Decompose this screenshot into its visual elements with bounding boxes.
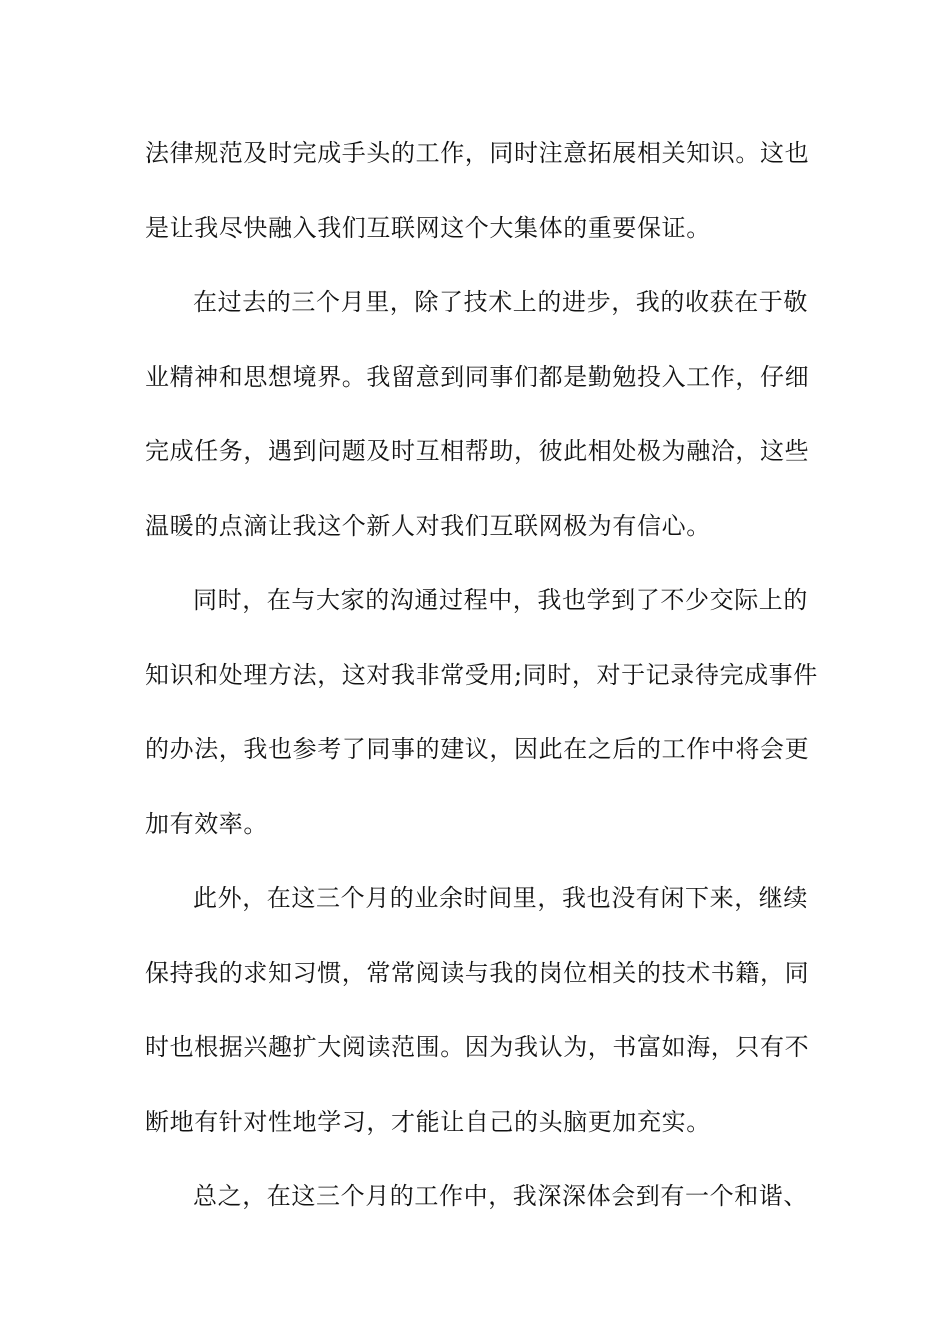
text-line: 在过去的三个月里，除了技术上的进步，我的收获在于敬: [193, 288, 808, 316]
text-line: 此外，在这三个月的业余时间里，我也没有闲下来，继续: [193, 884, 808, 912]
text-line: 的办法，我也参考了同事的建议，因此在之后的工作中将会更: [145, 735, 810, 763]
text-line: 加有效率。: [145, 809, 268, 838]
text-line: 完成任务，遇到问题及时互相帮助，彼此相处极为融洽，这些: [145, 437, 810, 465]
text-line: 业精神和思想境界。我留意到同事们都是勤勉投入工作，仔细: [145, 362, 810, 391]
text-line: 保持我的求知习惯，常常阅读与我的岗位相关的技术书籍，同: [145, 958, 810, 987]
text-line: 是让我尽快融入我们互联网这个大集体的重要保证。: [145, 213, 711, 242]
text-line: 同时，在与大家的沟通过程中，我也学到了不少交际上的: [193, 586, 808, 614]
text-line: 时也根据兴趣扩大阅读范围。因为我认为，书富如海，只有不: [145, 1033, 810, 1061]
text-line: 温暖的点滴让我这个新人对我们互联网极为有信心。: [145, 511, 711, 540]
text-line: 断地有针对性地学习，才能让自己的头脑更加充实。: [145, 1107, 711, 1136]
text-line: 法律规范及时完成手头的工作，同时注意拓展相关知识。这也: [145, 139, 810, 167]
body-text: [145, 127, 818, 1245]
text-line: 知识和处理方法，这对我非常受用;同时，对于记录待完成事件: [145, 660, 818, 689]
text-line: 总之，在这三个月的工作中，我深深体会到有一个和谐、: [193, 1182, 808, 1210]
